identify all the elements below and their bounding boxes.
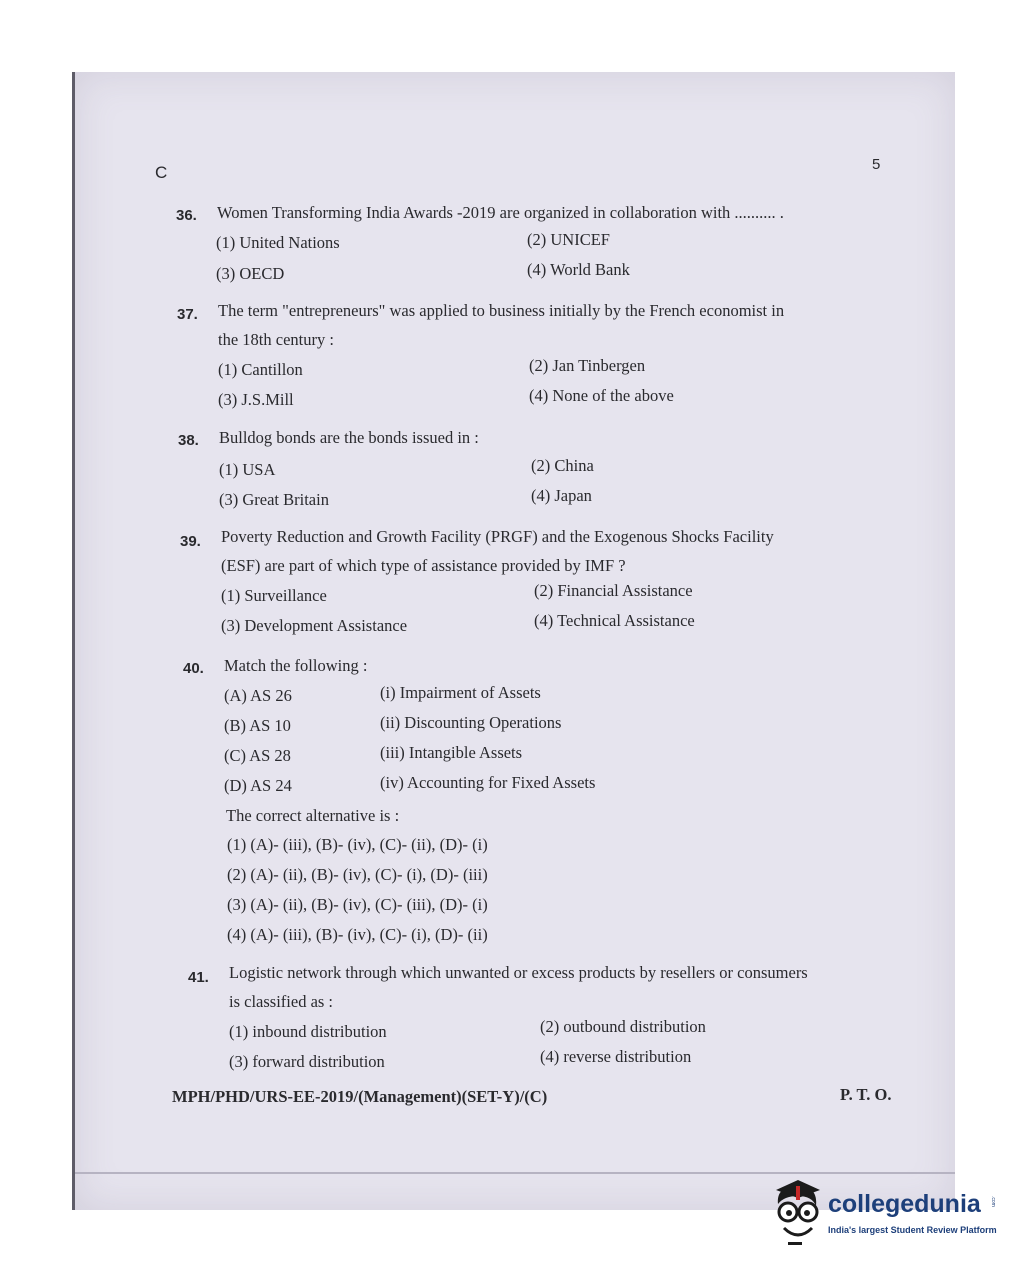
match-left-c: (C) AS 28 bbox=[224, 746, 291, 765]
option-1: (1) USA bbox=[219, 460, 276, 479]
option-4: (4) (A)- (iii), (B)- (iv), (C)- (i), (D)- (ii) bbox=[227, 925, 488, 944]
question-text: Women Transforming India Awards -2019 are organized in collaboration with .......... . bbox=[217, 203, 784, 222]
match-right-i: (i) Impairment of Assets bbox=[380, 683, 541, 702]
option-1: (1) Cantillon bbox=[218, 360, 303, 379]
match-right-ii: (ii) Discounting Operations bbox=[380, 713, 562, 732]
option-1: (1) (A)- (iii), (B)- (iv), (C)- (ii), (D)- (i) bbox=[227, 835, 488, 854]
option-4: (4) None of the above bbox=[529, 386, 674, 405]
question-text-line-2: the 18th century : bbox=[218, 330, 334, 349]
brand-suffix: .com bbox=[990, 1196, 996, 1207]
collegedunia-watermark bbox=[768, 1178, 997, 1250]
exam-paper-sheet bbox=[72, 72, 955, 1210]
match-right-iv: (iv) Accounting for Fixed Assets bbox=[380, 773, 596, 792]
option-3: (3) Great Britain bbox=[219, 490, 329, 509]
brand-tagline: India's largest Student Review Platform bbox=[828, 1225, 997, 1235]
question-number: 40. bbox=[183, 660, 204, 677]
option-4: (4) World Bank bbox=[527, 260, 630, 279]
option-1: (1) Surveillance bbox=[221, 586, 327, 605]
option-2: (2) UNICEF bbox=[527, 230, 610, 249]
option-1: (1) inbound distribution bbox=[229, 1022, 387, 1041]
paper-code: MPH/PHD/URS-EE-2019/(Management)(SET-Y)/(C) bbox=[172, 1087, 548, 1106]
page-number: 5 bbox=[872, 156, 881, 173]
option-4: (4) Technical Assistance bbox=[534, 611, 695, 630]
option-3: (3) forward distribution bbox=[229, 1052, 385, 1071]
question-text-line-2: (ESF) are part of which type of assistance provided by IMF ? bbox=[221, 556, 626, 575]
option-2: (2) Jan Tinbergen bbox=[529, 356, 646, 375]
option-3: (3) Development Assistance bbox=[221, 616, 408, 635]
question-number: 36. bbox=[176, 207, 197, 224]
option-3: (3) J.S.Mill bbox=[218, 390, 294, 409]
match-left-d: (D) AS 24 bbox=[224, 776, 292, 795]
question-number: 41. bbox=[188, 969, 209, 986]
question-text-line-1: The term "entrepreneurs" was applied to business initially by the French economist in bbox=[218, 301, 785, 320]
question-number: 38. bbox=[178, 432, 199, 449]
set-code: C bbox=[155, 163, 168, 182]
brand-name: collegedunia bbox=[828, 1190, 981, 1218]
match-right-iii: (iii) Intangible Assets bbox=[380, 743, 523, 762]
option-2: (2) Financial Assistance bbox=[534, 581, 693, 600]
question-text-line-1: Logistic network through which unwanted or excess products by resellers or consumers bbox=[229, 963, 808, 982]
option-1: (1) United Nations bbox=[216, 233, 340, 252]
option-3: (3) OECD bbox=[216, 264, 285, 283]
option-3: (3) (A)- (ii), (B)- (iv), (C)- (iii), (D)- (i) bbox=[227, 895, 488, 914]
option-2: (2) China bbox=[531, 456, 594, 475]
question-number: 37. bbox=[177, 306, 198, 323]
please-turn-over: P. T. O. bbox=[840, 1085, 892, 1104]
question-prompt: The correct alternative is : bbox=[226, 806, 400, 825]
question-text-line-1: Poverty Reduction and Growth Facility (PRGF) and the Exogenous Shocks Facility bbox=[221, 527, 774, 546]
option-4: (4) Japan bbox=[531, 486, 592, 505]
question-text: Bulldog bonds are the bonds issued in : bbox=[219, 428, 479, 447]
graduate-mascot-icon bbox=[768, 1178, 826, 1250]
question-text: Match the following : bbox=[224, 656, 368, 675]
match-left-a: (A) AS 26 bbox=[224, 686, 292, 705]
option-4: (4) reverse distribution bbox=[540, 1047, 692, 1066]
question-text-line-2: is classified as : bbox=[229, 992, 334, 1011]
match-left-b: (B) AS 10 bbox=[224, 716, 291, 735]
option-2: (2) outbound distribution bbox=[540, 1017, 706, 1036]
question-number: 39. bbox=[180, 533, 201, 550]
option-2: (2) (A)- (ii), (B)- (iv), (C)- (i), (D)- (iii) bbox=[227, 865, 488, 884]
